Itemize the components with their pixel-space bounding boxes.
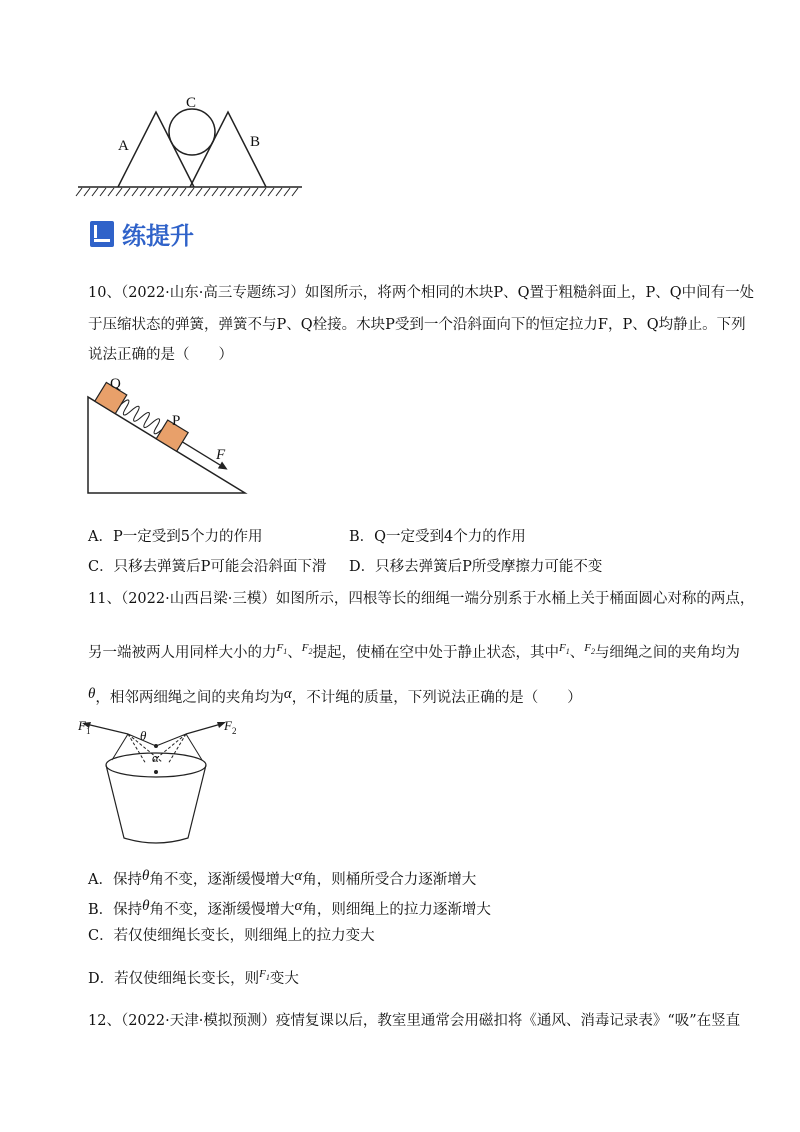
q11-option-c: C．若仅使细绳长变长，则细绳上的拉力变大 (88, 928, 375, 944)
circle-c (169, 109, 215, 155)
q10-line1: 10、（2022·山东·高三专题练习）如图所示，将两个相同的木块P、Q置于粗糙斜面上，P、Q中间有一处 (88, 285, 755, 301)
svg-text:F: F (78, 718, 86, 733)
svg-text:2: 2 (232, 726, 237, 736)
label-a: A (118, 138, 129, 154)
label-b: B (250, 134, 261, 150)
svg-text:1: 1 (86, 726, 91, 736)
q11-line3: θ，相邻两细绳之间的夹角均为α，不计绳的质量，下列说法正确的是（ ） (88, 686, 582, 706)
q11-line2: 另一端被两人用同样大小的力$^{F_1}$、$^{F_2}$提起，使桶在空中处于静止状态，其中$^{F_1}$、$^{F_2}$与细绳之间的夹角均为 (88, 642, 740, 661)
book-icon (90, 221, 114, 247)
section-header (90, 216, 194, 251)
triangle-a (118, 112, 194, 187)
q11-line1: 11、（2022·山西吕梁·三模）如图所示，四根等长的细绳一端分别系于水桶上关于桶面圆心对称的两点， (88, 591, 755, 607)
label-f: F (216, 447, 226, 463)
q12-line1: 12、（2022·天津·模拟预测）疫情复课以后，教室里通常会用磁扣将《通风、消毒记录表》“吸”在竖直 (88, 1013, 741, 1029)
section-title: 练提升 (122, 222, 194, 250)
svg-text:F: F (224, 718, 232, 733)
label-q: Q (110, 376, 121, 392)
q10-option-b: B．Q一定受到4个力的作用 (349, 529, 526, 545)
svg-text:θ: θ (140, 728, 147, 743)
figure-bucket (76, 712, 246, 847)
q11-option-a: A．保持θ角不变，逐渐缓慢增大α角，则桶所受合力逐渐增大 (88, 868, 477, 888)
q10-option-c: C．只移去弹簧后P可能会沿斜面下滑 (88, 559, 327, 575)
label-c: C (186, 95, 197, 111)
q10-line2: 于压缩状态的弹簧，弹簧不与P、Q栓接。木块P受到一个沿斜面向下的恒定拉力F，P、Q均静止。下列 (88, 317, 746, 333)
q10-line3: 说法正确的是（ ） (88, 347, 233, 363)
q10-option-d: D．只移去弹簧后P所受摩擦力可能不变 (349, 559, 603, 575)
q11-option-d: D．若仅使细绳长变长，则$^{F_1}$变大 (88, 968, 299, 987)
svg-text:α: α (152, 750, 159, 765)
figure-incline (80, 375, 260, 500)
q10-option-a: A．P一定受到5个力的作用 (88, 529, 263, 545)
q11-option-b: B．保持θ角不变，逐渐缓慢增大α角，则细绳上的拉力逐渐增大 (88, 898, 491, 918)
figure-abc (70, 92, 310, 202)
label-p: P (172, 413, 181, 429)
